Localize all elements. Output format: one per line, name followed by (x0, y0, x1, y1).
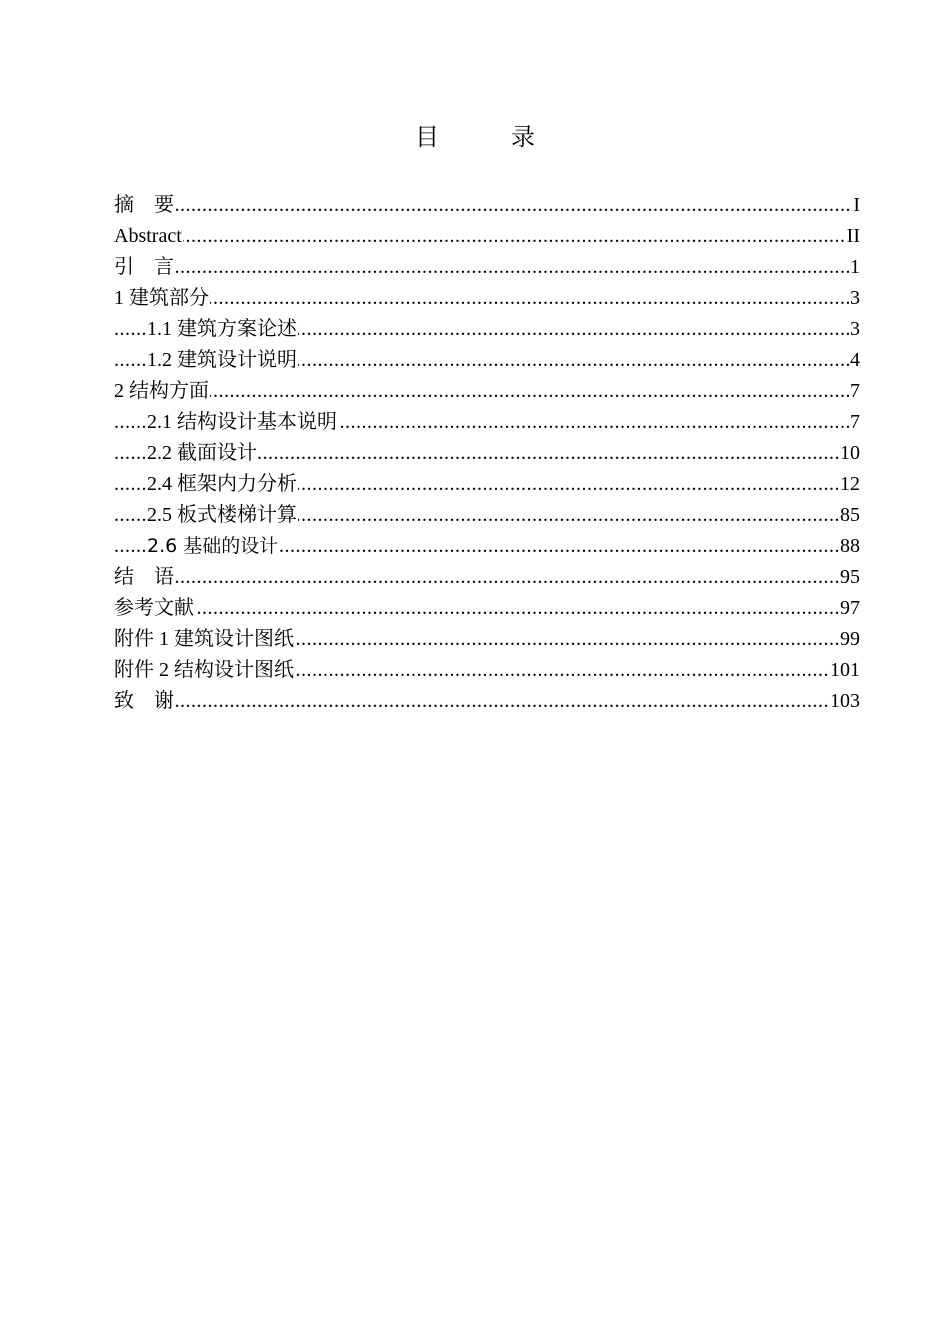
toc-entry-chapter-1[interactable] (114, 283, 860, 314)
toc-entry-section-2-4[interactable] (114, 469, 860, 500)
toc-entry-page: 97 (839, 593, 860, 624)
toc-entry-section-1-1[interactable] (114, 314, 860, 345)
page-title: 目 录 (415, 123, 559, 151)
toc-entry-label: 2.5 板式楼梯计算 (147, 504, 297, 526)
toc-entry-label: 附件 2 结构设计图纸 (114, 659, 294, 681)
toc-entry-conclusion[interactable] (114, 562, 860, 593)
toc-entry-label: 摘 要 (114, 194, 174, 216)
toc-entry-label: 2 结构方面 (114, 380, 209, 402)
toc-entry-section-2-2[interactable] (114, 438, 860, 469)
toc-entry-label: 2.6 基础的设计 (147, 535, 279, 557)
toc-entry-page: 88 (839, 531, 860, 562)
toc-entry-abstract-cn[interactable] (114, 190, 860, 221)
toc-entry-label: 2.2 截面设计 (147, 442, 257, 464)
toc-entry-page: 103 (829, 686, 860, 717)
toc-entry-section-1-2[interactable] (114, 345, 860, 376)
toc-entry-page: 7 (849, 407, 860, 438)
toc-entry-label: 参考文献 (114, 597, 194, 619)
toc-entry-chapter-2[interactable] (114, 376, 860, 407)
toc-entry-abstract-en[interactable] (114, 221, 860, 252)
toc-entry-label: Abstract (114, 225, 182, 247)
toc-entry-introduction[interactable] (114, 252, 860, 283)
toc-entry-page: 99 (839, 624, 860, 655)
toc-entry-label: 1 建筑部分 (114, 287, 209, 309)
toc-entry-appendix-1[interactable] (114, 624, 860, 655)
toc-entry-page: 4 (849, 345, 860, 376)
toc-entry-page: 12 (839, 469, 860, 500)
toc-entry-page: 85 (839, 500, 860, 531)
toc-entry-page: 10 (839, 438, 860, 469)
toc-entry-acknowledgements[interactable] (114, 686, 860, 717)
toc-entry-label: 2.1 结构设计基本说明 (147, 411, 337, 433)
toc-entry-label: 引 言 (114, 256, 174, 278)
toc-entry-page: 101 (829, 655, 860, 686)
toc-entry-page: 3 (849, 283, 860, 314)
table-of-contents (114, 190, 860, 717)
toc-entry-label: 2.4 框架内力分析 (147, 473, 297, 495)
toc-entry-label: 1.2 建筑设计说明 (147, 349, 297, 371)
toc-entry-section-2-6[interactable] (114, 531, 860, 562)
toc-entry-page: 3 (849, 314, 860, 345)
toc-entry-page: 7 (849, 376, 860, 407)
toc-entry-label: 结 语 (114, 566, 174, 588)
toc-entry-appendix-2[interactable] (114, 655, 860, 686)
toc-entry-label: 1.1 建筑方案论述 (147, 318, 297, 340)
toc-entry-page: 95 (839, 562, 860, 593)
toc-entry-label: 附件 1 建筑设计图纸 (114, 628, 294, 650)
toc-entry-references[interactable] (114, 593, 860, 624)
toc-entry-section-2-1[interactable] (114, 407, 860, 438)
toc-entry-page: I (852, 190, 860, 221)
toc-entry-page: 1 (849, 252, 860, 283)
toc-entry-page: II (846, 221, 860, 252)
toc-entry-label: 致 谢 (114, 690, 174, 712)
toc-entry-section-2-5[interactable] (114, 500, 860, 531)
